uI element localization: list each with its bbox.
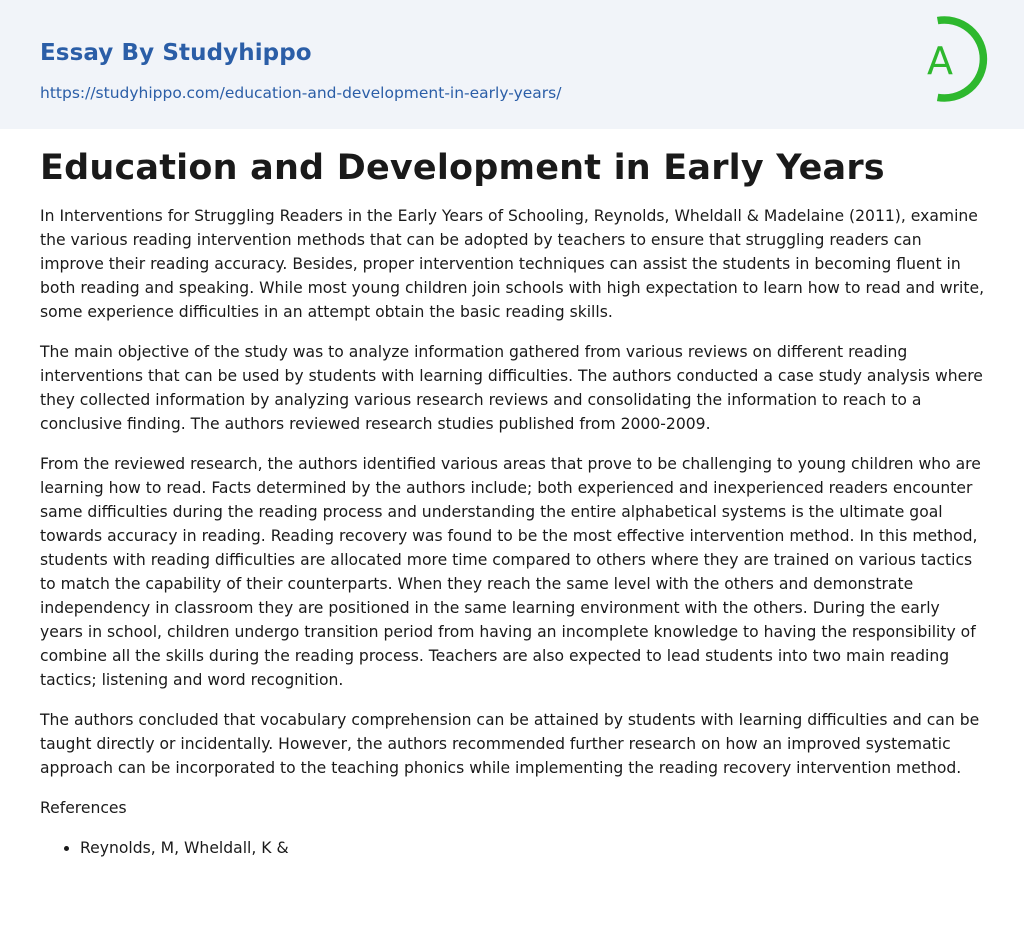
paragraph-2: The main objective of the study was to analyze information gathered from various reviews on different reading interventions that can be used by students with learning difficulties. The authors conducted a case study analysis where they collected information by analyzing various research reviews and consolidating the information to reach to a conclusive finding. The authors reviewed research studies published from 2000-2009. (40, 343, 983, 433)
paragraph-1: In Interventions for Struggling Readers in the Early Years of Schooling, Reynolds, Wheldall & Madelaine (2011), examine the various reading intervention methods that can be adopted by teachers to ensure that struggling readers can improve their reading accuracy. Besides, proper intervention techniques can assist the students in becoming fluent in both reading and speaking. While most young children join schools with high expectation to learn how to read and write, some experience difficulties in an attempt obtain the basic reading skills. (40, 207, 985, 321)
paragraph-4: The authors concluded that vocabulary comprehension can be attained by students with learning difficulties and can be taught directly or incidentally. However, the authors recommended further research on how an improved systematic approach can be incorporated to the teaching phonics while implementing the reading recovery intervention method. (40, 711, 980, 777)
page-title: Education and Development in Early Years (40, 148, 885, 188)
site-header (0, 0, 1024, 129)
paragraph-3: From the reviewed research, the authors identified various areas that prove to be challenging to young children who are learning how to read. Facts determined by the authors include; both experienced and inexperienced readers encounter same difficulties during the reading process and understanding the entire alphabetical systems is the ultimate goal towards accuracy in reading. Reading recovery was found to be the most effective intervention method. In this method, students with reading difficulties are allocated more time compared to others where they are trained on various tactics to match the capability of their counterparts. When they reach the same level with the others and demonstrate independency in classroom they are positioned in the same learning environment with the others. During the early years in school, children undergo transition period from having an incomplete knowledge to having the responsibility of combine all the skills during the reading process. Teachers are also expected to lead students into two main reading tactics; listening and word recognition. (40, 455, 981, 689)
article (40, 144, 985, 860)
references-list (40, 836, 985, 860)
studyhippo-logo-icon[interactable] (906, 16, 990, 108)
reference-item: • Reynolds, M, Wheldall, K & (80, 836, 985, 860)
brand-title[interactable]: Essay By Studyhippo (40, 40, 312, 66)
references-heading: References (40, 799, 127, 817)
source-url-link[interactable]: https://studyhippo.com/education-and-development-in-early-years/ (40, 84, 562, 102)
logo-letter: A (927, 39, 953, 83)
